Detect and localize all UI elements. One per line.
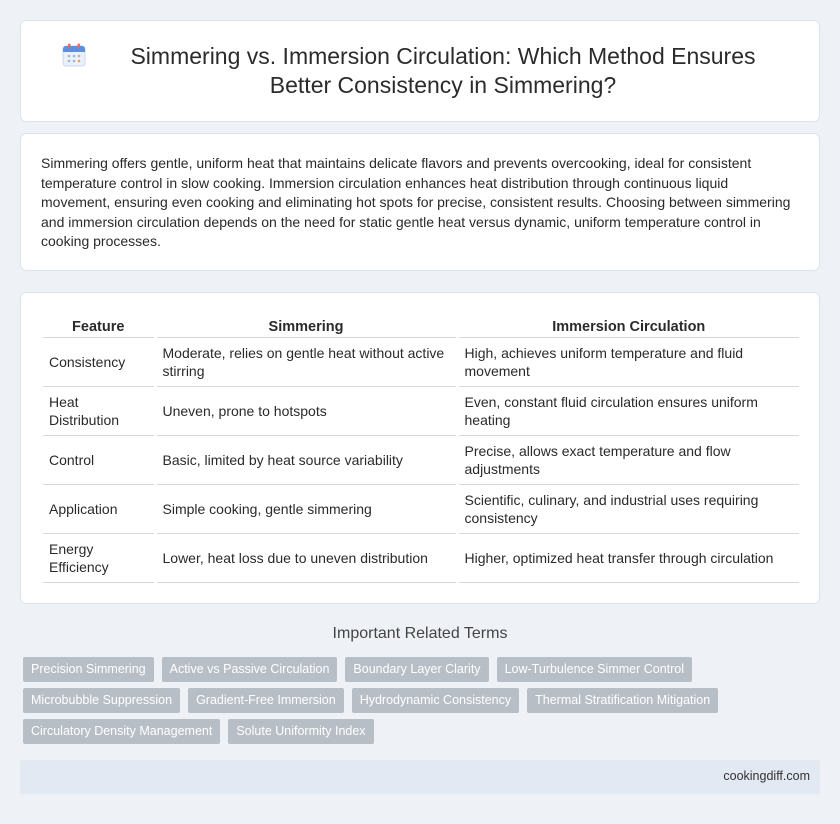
cell-feature: Control <box>43 435 155 484</box>
cell-feature: Consistency <box>43 337 155 386</box>
cell-immersion: High, achieves uniform temperature and fluid movement <box>457 337 799 386</box>
related-term-tag[interactable]: Active vs Passive Circulation <box>162 657 338 682</box>
related-term-tag[interactable]: Low-Turbulence Simmer Control <box>497 657 692 682</box>
related-term-tag[interactable]: Boundary Layer Clarity <box>345 657 488 682</box>
header-simmering: Simmering <box>155 313 457 337</box>
footer <box>20 760 820 794</box>
cell-simmering: Lower, heat loss due to uneven distribution <box>155 533 457 582</box>
table-row <box>43 484 799 533</box>
page-title: Simmering vs. Immersion Circulation: Which Method Ensures Better Consistency in Simmering? <box>130 43 756 98</box>
related-term-tag[interactable]: Thermal Stratification Mitigation <box>527 688 718 713</box>
related-terms-heading: Important Related Terms <box>332 625 508 642</box>
header-feature: Feature <box>43 313 155 337</box>
related-term-tag[interactable]: Hydrodynamic Consistency <box>352 688 519 713</box>
calendar-icon <box>61 42 87 68</box>
table-row <box>43 337 799 386</box>
related-term-tag[interactable]: Gradient-Free Immersion <box>188 688 344 713</box>
intro-paragraph: Simmering offers gentle, uniform heat that maintains delicate flavors and prevents overcooking, ideal for consistent temperature control in slow cooking. Immersion circulation enhances heat distribution through continuous liquid movement, ensuring even cooking and eliminating hot spots for precise, consistent results. Choosing between simmering and immersion circulation depends on the need for static gentle heat versus dynamic, uniform temperature control in cooking processes. <box>41 155 791 250</box>
cell-immersion: Scientific, culinary, and industrial uses requiring consistency <box>457 484 799 533</box>
cell-feature: Application <box>43 484 155 533</box>
related-term-tag[interactable]: Precision Simmering <box>23 657 154 682</box>
footer-site-link[interactable]: cookingdiff.com <box>723 769 810 783</box>
comparison-card <box>20 292 820 604</box>
cell-simmering: Uneven, prone to hotspots <box>155 386 457 435</box>
related-term-tag[interactable]: Solute Uniformity Index <box>228 719 373 744</box>
table-row <box>43 386 799 435</box>
intro-card <box>20 133 820 271</box>
cell-simmering: Simple cooking, gentle simmering <box>155 484 457 533</box>
cell-feature: Energy Efficiency <box>43 533 155 582</box>
table-header-row <box>43 313 799 337</box>
related-terms-list <box>23 657 823 744</box>
table-row <box>43 533 799 582</box>
related-term-tag[interactable]: Microbubble Suppression <box>23 688 180 713</box>
comparison-table <box>43 313 799 583</box>
cell-immersion: Even, constant fluid circulation ensures uniform heating <box>457 386 799 435</box>
cell-feature: Heat Distribution <box>43 386 155 435</box>
cell-immersion: Higher, optimized heat transfer through circulation <box>457 533 799 582</box>
title-card <box>20 20 820 122</box>
cell-simmering: Moderate, relies on gentle heat without active stirring <box>155 337 457 386</box>
header-immersion-circulation: Immersion Circulation <box>457 313 799 337</box>
cell-simmering: Basic, limited by heat source variability <box>155 435 457 484</box>
related-term-tag[interactable]: Circulatory Density Management <box>23 719 220 744</box>
cell-immersion: Precise, allows exact temperature and flow adjustments <box>457 435 799 484</box>
table-row <box>43 435 799 484</box>
